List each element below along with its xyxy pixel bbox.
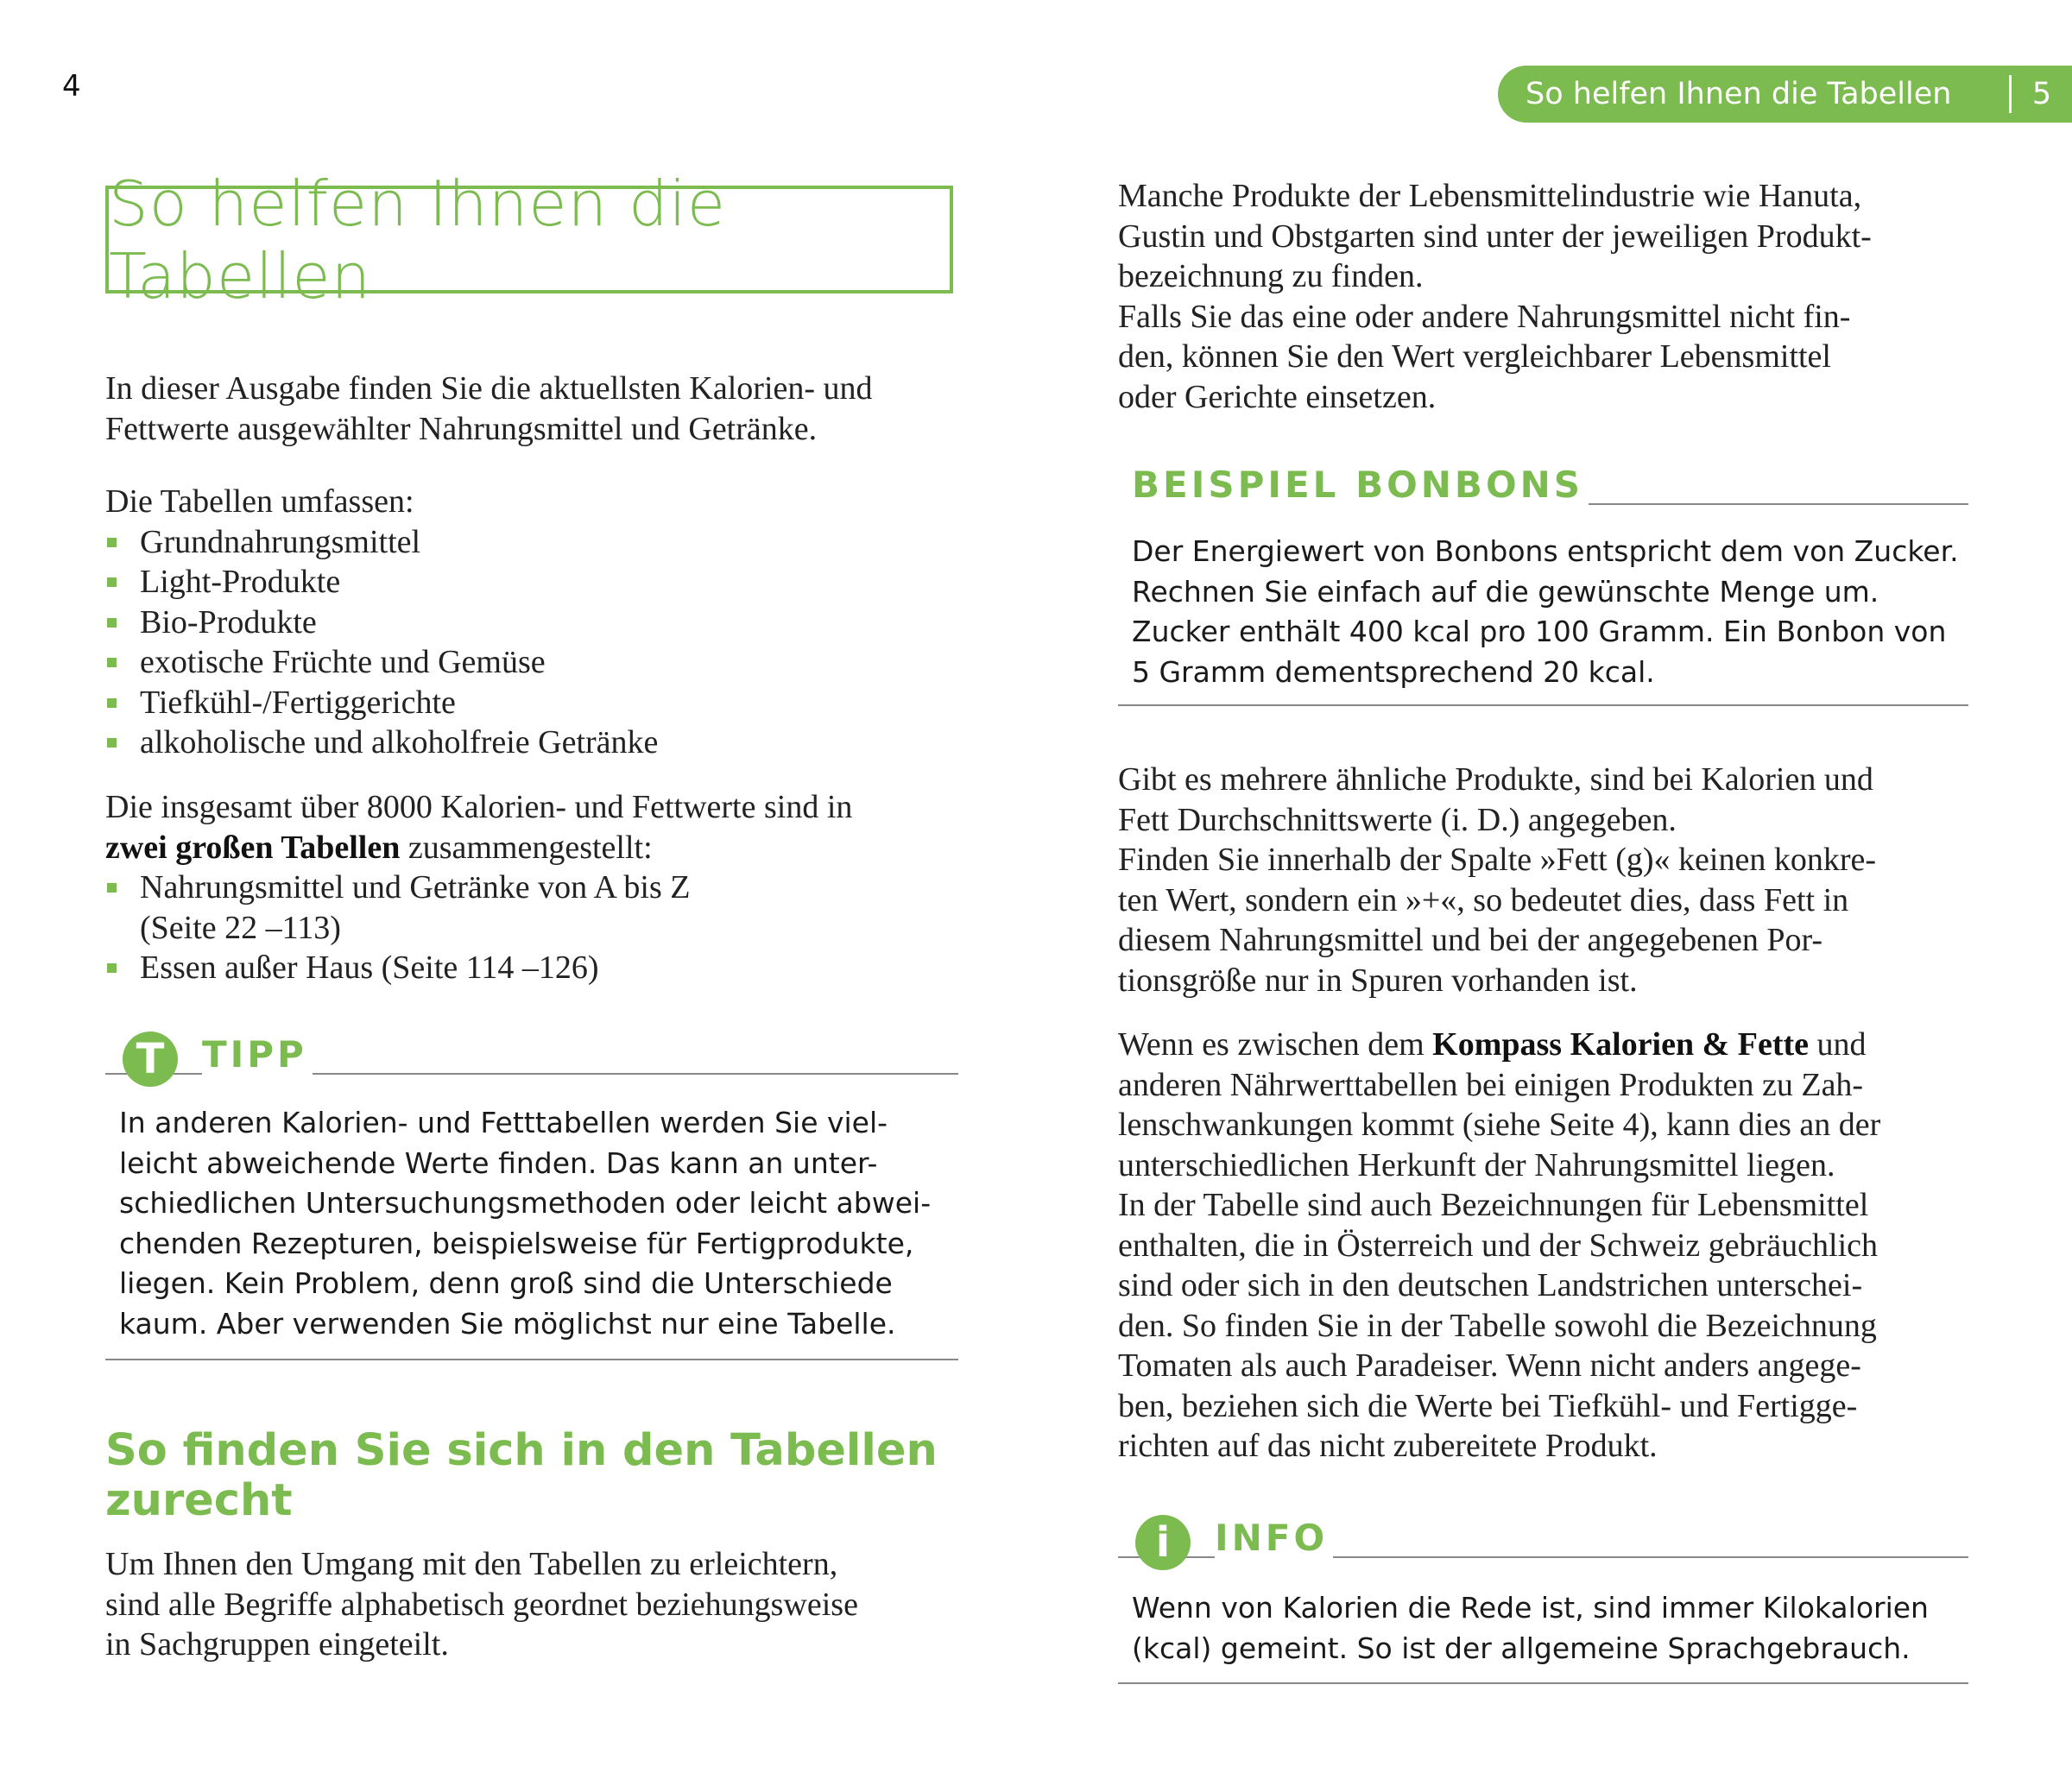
list-item: Nahrungsmittel und Getränke von A bis Z (Seite 22 –113) xyxy=(105,868,969,948)
page-number-left: 4 xyxy=(62,69,81,104)
bullet-icon xyxy=(107,618,117,628)
list-item: Tiefkühl-/Fertiggerichte xyxy=(105,683,969,723)
beispiel-box-body: Der Energiewert von Bonbons entspricht dem von Zucker. Rechnen Sie einfach auf die gewünschte Menge um. Zucker enthält 400 kcal pro 100 Gramm. Ein Bonbon von 5 Gramm dementsprechend 20 kcal. xyxy=(1132,534,1959,689)
paragraph-2: Gibt es mehrere ähnliche Produkte, sind bei Kalorien und Fett Durchschnittswerte (i. D.) angegeben. Finden Sie innerhalb der Spalte »Fett (g)« keinen konkre- ten Wert, sondern ein »+«, so bedeutet dies, dass Fett in diesem Nahrungsmittel und bei der angegebenen Por- tionsgröße nur in Spuren vorhanden ist. xyxy=(1118,761,1877,999)
divider xyxy=(1118,1682,1968,1684)
bullet-icon xyxy=(107,883,117,893)
page-number-right: 5 xyxy=(2031,77,2052,111)
bullet-icon xyxy=(107,738,117,748)
list-item: Grundnahrungsmittel xyxy=(105,522,969,563)
tipp-icon: T xyxy=(123,1032,178,1087)
tipp-box-body: In anderen Kalorien- und Fetttabellen werden Sie viel- leicht abweichende Werte finden. Das kann an unter- schiedlichen Untersuchungsmethoden oder leicht abwei- chenden Rezepturen, beispielsweise für Fertigprodukte, liegen. Kein Problem, denn groß sind die Unterschiede kaum. Aber verwenden Sie möglichst nur eine Tabelle. xyxy=(119,1106,932,1341)
paragraph-3: Wenn es zwischen dem Kompass Kalorien & Fette und anderen Nährwerttabellen bei einigen Produkten zu Zah- lenschwankungen kommt (siehe Seite 4), kann dies an der unterschiedlichen Herkunft der Nahrungsmittel liegen. In der Tabelle sind auch Bezeichnungen für Lebensmittel enthalten, die in Österreich und der Schweiz gebräuchlich sind oder sich in den deutschen Landstrichen unterschei- den. So finden Sie in der Tabelle sowohl die Bezeichnung Tomaten als auch Paradeiser. Wenn nicht anders angege- ben, beziehen sich die Werte bei Tiefkühl- und Fertigge- richten auf das nicht zubereitete Produkt. xyxy=(1118,1026,1881,1464)
closing-paragraph: Um Ihnen den Umgang mit den Tabellen zu erleichtern, sind alle Begriffe alphabetisch geordnet beziehungsweise in Sachgruppen eingeteilt. xyxy=(105,1546,858,1663)
bullet-icon xyxy=(107,538,117,547)
running-header-title: So helfen Ihnen die Tabellen xyxy=(1526,77,1952,111)
bullet-icon xyxy=(107,963,117,973)
info-icon: i xyxy=(1135,1515,1191,1570)
contents-list-section xyxy=(105,482,969,763)
divider xyxy=(105,1359,958,1360)
running-header xyxy=(1498,66,2072,123)
beispiel-box-header xyxy=(1118,445,1968,505)
intro-line: In dieser Ausgabe finden Sie die aktuellsten Kalorien- und xyxy=(105,370,873,407)
list-item: alkoholische und alkoholfreie Getränke xyxy=(105,722,969,763)
divider xyxy=(1118,704,1968,706)
subheading: So finden Sie sich in den Tabellen zurecht xyxy=(105,1425,938,1526)
list-item: exotische Früchte und Gemüse xyxy=(105,642,969,683)
contents-list xyxy=(105,522,969,763)
bullet-icon xyxy=(107,658,117,667)
totals-paragraph: Die insgesamt über 8000 Kalorien- und Fettwerte sind in zwei großen Tabellen zusammengestellt: xyxy=(105,789,853,866)
bullet-icon xyxy=(107,698,117,708)
page-title: So helfen Ihnen die Tabellen xyxy=(109,167,727,312)
paragraph-1: Manche Produkte der Lebensmittelindustrie wie Hanuta, Gustin und Obstgarten sind unter der jeweiligen Produkt- bezeichnung zu finden. Falls Sie das eine oder andere Nahrungsmittel nicht fin- den, können Sie den Wert vergleichbarer Lebensmittel oder Gerichte einsetzen. xyxy=(1118,178,1872,415)
page-title-box xyxy=(105,167,953,312)
totals-section xyxy=(105,787,969,988)
tipp-label: TIPP xyxy=(202,1035,313,1075)
info-box-body: Wenn von Kalorien die Rede ist, sind immer Kilokalorien (kcal) gemeint. So ist der allgemeine Sprachgebrauch. xyxy=(1132,1591,1929,1665)
book-title-bold: Kompass Kalorien & Fette xyxy=(1432,1026,1810,1063)
right-page xyxy=(1036,0,2072,1773)
list-intro: Die Tabellen umfassen: xyxy=(105,483,414,520)
info-box-header xyxy=(1118,1498,1968,1567)
beispiel-label: BEISPIEL BONBONS xyxy=(1118,465,1589,505)
list-item: Essen außer Haus (Seite 114 –126) xyxy=(105,948,969,988)
intro-paragraph xyxy=(105,369,969,449)
intro-line: Fettwerte ausgewählter Nahrungsmittel und Getränke. xyxy=(105,410,818,447)
bullet-icon xyxy=(107,577,117,587)
list-item: Bio-Produkte xyxy=(105,603,969,643)
info-label: INFO xyxy=(1215,1518,1333,1558)
totals-bold: zwei großen Tabellen xyxy=(105,829,401,866)
list-item: Light-Produkte xyxy=(105,562,969,603)
tipp-box-header xyxy=(105,1014,958,1083)
tables-list xyxy=(105,868,969,988)
